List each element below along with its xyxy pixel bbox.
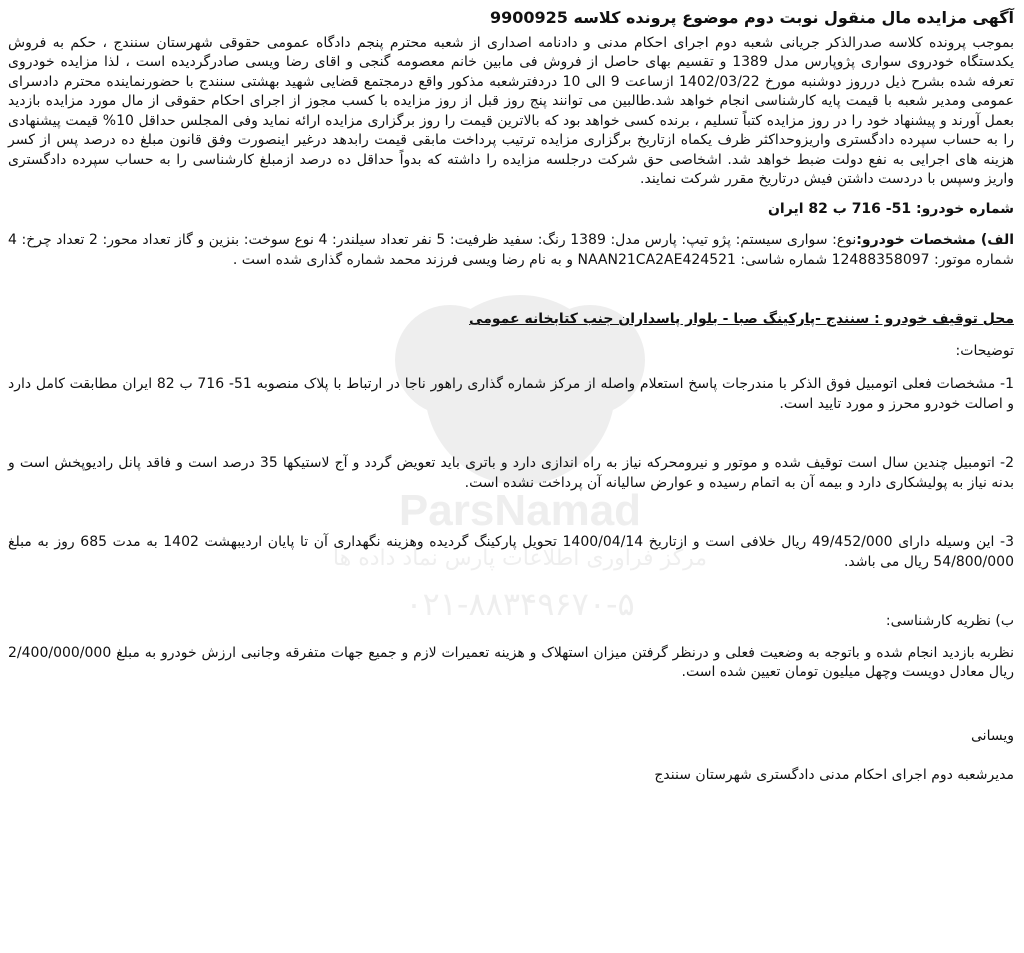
signature-name: ویسانی — [971, 727, 1014, 744]
intro-paragraph: بموجب پرونده کلاسه صدرالذکر جریانی شعبه دوم اجرای احکام مدنی و دادنامه اصداری از شعبه محترم پنجم دادگاه عمومی حقوقی شهرستان سنندج ، حکم به فروش یکدستگاه خودروی سواری پژوپارس مدل 1389 و تقسیم بهای حاصل از فروش فی مابین خانم معصومه گنجی و اقای رضا ویسی صادرگردیده است ، لذا مزایده خودروی تعرفه شده بشرح ذیل درروز دوشنبه مورخ 1402/03/22 ازساعت 9 الی 10 دردفترشعبه مذکور واقع درمجتمع قضایی شهید بهشتی سنندج با حضورنماینده محترم دادسرای عمومی ومدیر شعبه با قیمت پایه کارشناسی انجام خواهد شد.طالبین می توانند پنج روز قبل از روز مزایده با کسب مجوز از اجرای احکام حقوقی از مال مورد مزایده بازدید بعمل آورند و پیشنهاد خود را در روز مزایده کتباً تسلیم ، برنده کسی خواهد بود که بالاترین قیمت را روز برگزاری مزایده ارائه نماید وفی المجلس حداقل 10% قیمت پیشنهادی را به حساب سپرده دادگستری واریزوحداکثر ظرف یکماه ازتاریخ برگزاری مزایده ترتیب پرداخت مابقی قیمت رابدهد درغیر اینصورت وفق قانون مبلغ ده درصد پس از کسر هزینه های اجرایی به نفع دولت ضبط خواهد شد. اشخاصی حق شرکت درجلسه مزایده را داشته که بدواً حداقل ده درصد ازمبلغ کارشناسی را به حساب سپرده دادگستری واریز وسپس با دردست داشتن فیش درتاریخ مقرر شرکت نمایند. — [8, 34, 1014, 187]
plate-number: شماره خودرو: 51- 716 ب 82 ایران — [767, 200, 1014, 217]
watermark-brand: ParsNamad — [398, 486, 642, 535]
explanation-item-2: 2- اتومبیل چندین سال است توقیف شده و موتور و نیرومحرکه نیاز به راه اندازی دارد و باتری باید تعویض گردد و آج لاستیکها 35 درصد است و فاقد پانل رادیوپخش است و بدنه نیاز به پولیشکاری دارد و بیمه آن به اتمام رسیده و عوارض سالیانه آن پرداخت نشده است. — [8, 455, 1014, 491]
signature-title: مدیرشعبه دوم اجرای احکام مدنی دادگستری شهرستان سنندج — [654, 767, 1014, 783]
watermark-phone: ۰۲۱-۸۸۳۴۹۶۷۰-۵ — [405, 585, 635, 623]
vehicle-specs — [8, 231, 1014, 270]
watermark-tagline: مرکز فرآوری اطلاعات پارس نماد داده ها — [332, 546, 708, 571]
specs-text: نوع: سواری سیستم: پژو تیپ: پارس مدل: 1389 رنگ: سفید ظرفیت: 5 نفر تعداد سیلندر: 4 نوع سوخت: بنزین و گاز تعداد محور: 2 تعداد چرخ: 4 شماره موتور: 12488358097 شماره شاسی: NAAN21CA2AE424521 و به نام رضا ویسی فرزند محمد شماره گذاری شده است . — [8, 232, 1014, 268]
explanation-item-3: 3- این وسیله دارای 49/452/000 ریال خلافی است و ازتاریخ 1400/04/14 تحویل پارکینگ گردیده وهزینه نگهداری آن تا پایان اردیبهشت 1402 به مدت 685 روز به مبلغ 54/800/000 ریال می باشد. — [8, 534, 1014, 570]
specs-label: الف) مشخصات خودرو: — [856, 232, 1014, 248]
explanation-item-1: 1- مشخصات فعلی اتومبیل فوق الذکر با مندرجات پاسخ استعلام واصله از مرکز شماره گذاری راهور ناجا در ارتباط با پلاک منصوبه 51- 716 ب 82 ایران مطابقت کامل دارد و اصالت خودرو محرز و مورد تایید است. — [8, 376, 1014, 412]
expert-opinion-heading: ب) نظریه کارشناسی: — [885, 613, 1014, 629]
seizure-location: محل توقیف خودرو : سنندج -پارکینگ صبا - بلوار پاسداران جنب کتابخانه عمومی — [469, 311, 1014, 327]
explanations-heading: توضیحات: — [955, 342, 1014, 359]
expert-opinion: نظربه بازدید انجام شده و باتوجه به وضعیت فعلی و درنظر گرفتن میزان استهلاک و هزینه تعمیرات لازم و جمیع جهات متفرقه وجانبی ارزش خودرو به مبلغ 2/400/000/000 ریال معادل دویست وچهل میلیون تومان تعیین شده است. — [8, 644, 1014, 680]
notice-document — [8, 8, 1014, 786]
notice-title: آگهی مزایده مال منقول نوبت دوم موضوع پرونده کلاسه 9900925 — [489, 8, 1014, 27]
